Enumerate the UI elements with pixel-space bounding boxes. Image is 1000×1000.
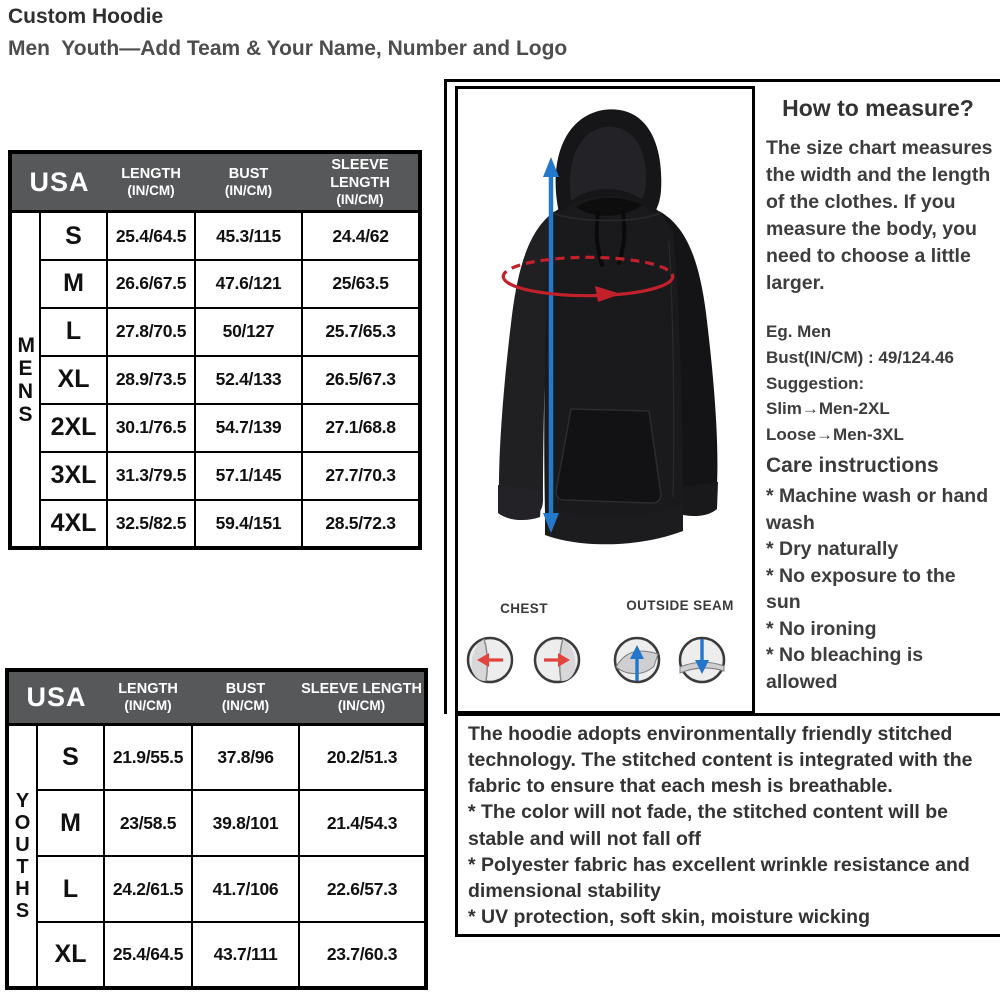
- size-cell: S: [40, 212, 107, 260]
- notes-bullet: * UV protection, soft skin, moisture wicking: [468, 905, 870, 928]
- product-notes-box: [455, 713, 1000, 937]
- mens-bust-header: [195, 152, 302, 212]
- youths-group-cell: [7, 724, 37, 988]
- chest-fold-right-icon: [535, 638, 579, 682]
- length-cell: 28.9/73.5: [107, 356, 195, 404]
- bust-cell: 57.1/145: [195, 452, 302, 500]
- size-cell: L: [40, 308, 107, 356]
- page-subtitle: Men Youth—Add Team & Your Name, Number and Logo: [8, 37, 568, 60]
- table-row: [10, 308, 420, 356]
- length-cell: 27.8/70.5: [107, 308, 195, 356]
- sleeve-cell: 24.4/62: [302, 212, 420, 260]
- mens-size-table: [8, 150, 422, 550]
- sleeve-header-title: SLEEVE LENGTH: [330, 157, 390, 192]
- youths-table-header-row: [7, 670, 426, 724]
- length-cell: 21.9/55.5: [104, 724, 192, 790]
- table-row: [7, 922, 426, 988]
- bust-cell: 47.6/121: [195, 260, 302, 308]
- table-row: [10, 356, 420, 404]
- bust-header-title: BUST: [228, 166, 269, 183]
- example-line: Loose→Men-3XL: [766, 425, 904, 445]
- size-cell: M: [40, 260, 107, 308]
- size-cell: M: [37, 790, 104, 856]
- sleeve-cell: 20.2/51.3: [299, 724, 426, 790]
- sleeve-cell: 21.4/54.3: [299, 790, 426, 856]
- mens-length-header: [107, 152, 195, 212]
- sleeve-cell: 27.7/70.3: [302, 452, 420, 500]
- bust-cell: 41.7/106: [192, 856, 299, 922]
- hoodie-diagram: [458, 89, 752, 711]
- table-row: [10, 212, 420, 260]
- sleeve-header-unit: (IN/CM): [336, 192, 384, 208]
- size-cell: 2XL: [40, 404, 107, 452]
- bust-cell: 54.7/139: [195, 404, 302, 452]
- notes-intro: The hoodie adopts environmentally friendly stitched technology. The stitched content is integrated with the fabric to ensure that each mesh is breathable.: [468, 723, 973, 798]
- youths-group-label: YOUTHS: [14, 789, 31, 922]
- sleeve-cell: 26.5/67.3: [302, 356, 420, 404]
- bust-cell: 50/127: [195, 308, 302, 356]
- sleeve-cell: 28.5/72.3: [302, 500, 420, 548]
- example-line: Suggestion:: [766, 373, 865, 393]
- sleeve-cell: 23.7/60.3: [299, 922, 426, 988]
- sleeve-cell: 27.1/68.8: [302, 404, 420, 452]
- table-row: [7, 724, 426, 790]
- length-cell: 24.2/61.5: [104, 856, 192, 922]
- youths-size-table: [5, 668, 428, 990]
- care-item: * Machine wash or hand wash: [766, 485, 989, 534]
- care-item: * No exposure to the sun: [766, 564, 956, 614]
- length-cell: 25.4/64.5: [107, 212, 195, 260]
- sleeve-header-title: SLEEVE LENGTH: [301, 681, 422, 698]
- sleeve-cell: 25.7/65.3: [302, 308, 420, 356]
- mens-table-header-row: [10, 152, 420, 212]
- table-row: [10, 500, 420, 548]
- care-instructions-title: Care instructions: [766, 454, 939, 477]
- youths-sleeve-header: [299, 670, 426, 724]
- size-cell: L: [37, 856, 104, 922]
- seam-up-icon: [615, 638, 659, 682]
- size-cell: XL: [37, 922, 104, 988]
- how-to-measure-title: How to measure?: [782, 95, 974, 121]
- care-item: * No ironing: [766, 617, 877, 640]
- bust-cell: 43.7/111: [192, 922, 299, 988]
- length-header-unit: (IN/CM): [124, 698, 172, 714]
- bust-header-unit: (IN/CM): [221, 698, 270, 714]
- size-cell: XL: [40, 356, 107, 404]
- mens-sleeve-header: [302, 152, 420, 212]
- length-cell: 26.6/67.5: [107, 260, 195, 308]
- length-header-title: LENGTH: [121, 166, 181, 183]
- length-cell: 23/58.5: [104, 790, 192, 856]
- table-row: [10, 404, 420, 452]
- youths-bust-header: [192, 670, 299, 724]
- care-instructions-list: [766, 483, 994, 695]
- notes-bullet: * The color will not fade, the stitched content will be stable and will not fall off: [468, 801, 948, 850]
- chest-label: CHEST: [500, 601, 548, 616]
- care-item: * No bleaching is allowed: [766, 644, 924, 693]
- seam-down-icon: [680, 638, 724, 682]
- table-row: [7, 790, 426, 856]
- youths-length-header: [104, 670, 192, 724]
- care-item: * Dry naturally: [766, 538, 899, 561]
- bust-cell: 52.4/133: [195, 356, 302, 404]
- table-row: [7, 856, 426, 922]
- mens-group-label: MENS: [17, 333, 35, 426]
- length-header-unit: (IN/CM): [127, 183, 175, 199]
- mens-region-header: USA: [10, 152, 107, 212]
- chest-fold-left-icon: [468, 638, 512, 682]
- bust-header-unit: (IN/CM): [224, 183, 273, 199]
- size-cell: 3XL: [40, 452, 107, 500]
- outside-seam-label: OUTSIDE SEAM: [626, 598, 734, 613]
- youths-region-header: USA: [7, 670, 104, 724]
- sleeve-header-unit: (IN/CM): [337, 698, 386, 714]
- table-row: [10, 452, 420, 500]
- length-cell: 31.3/79.5: [107, 452, 195, 500]
- table-row: [10, 260, 420, 308]
- hoodie-illustration: [498, 109, 718, 544]
- length-cell: 32.5/82.5: [107, 500, 195, 548]
- length-cell: 30.1/76.5: [107, 404, 195, 452]
- sleeve-cell: 22.6/57.3: [299, 856, 426, 922]
- page-title: Custom Hoodie: [8, 5, 164, 28]
- bust-cell: 39.8/101: [192, 790, 299, 856]
- hoodie-measurement-panel: [455, 86, 755, 714]
- size-cell: S: [37, 724, 104, 790]
- how-to-measure-panel: [756, 82, 1000, 714]
- example-line: Slim→Men-2XL: [766, 399, 890, 419]
- example-line: Bust(IN/CM) : 49/124.46: [766, 347, 954, 367]
- notes-bullet: * Polyester fabric has excellent wrinkle resistance and dimensional stability: [468, 853, 970, 902]
- bust-cell: 37.8/96: [192, 724, 299, 790]
- bust-cell: 45.3/115: [195, 212, 302, 260]
- left-divider-line: [444, 79, 447, 714]
- length-header-title: LENGTH: [118, 681, 178, 698]
- sleeve-cell: 25/63.5: [302, 260, 420, 308]
- bust-cell: 59.4/151: [195, 500, 302, 548]
- example-line: Eg. Men: [766, 322, 832, 341]
- bust-header-title: BUST: [225, 681, 266, 698]
- length-cell: 25.4/64.5: [104, 922, 192, 988]
- size-cell: 4XL: [40, 500, 107, 548]
- how-to-measure-body: The size chart measures the width and the length of the clothes. If you measure the body, you need to choose a little larger.: [766, 137, 993, 294]
- mens-group-cell: [10, 212, 40, 548]
- size-example-block: [766, 319, 996, 448]
